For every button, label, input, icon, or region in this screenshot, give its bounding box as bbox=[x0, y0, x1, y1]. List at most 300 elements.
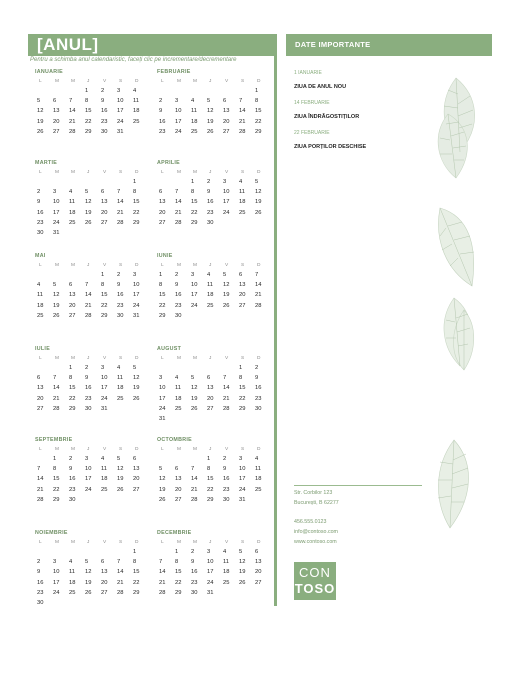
day-cell: 14 bbox=[37, 476, 44, 483]
weekday-label: S bbox=[241, 447, 245, 452]
day-cell: 9 bbox=[37, 569, 41, 576]
day-cell: 31 bbox=[207, 589, 214, 596]
event-item bbox=[294, 70, 346, 90]
week-row bbox=[157, 218, 269, 228]
day-cell: 30 bbox=[175, 312, 182, 319]
day-cell: 3 bbox=[133, 272, 137, 278]
day-cell: 23 bbox=[207, 209, 214, 216]
day-cell: 6 bbox=[207, 375, 211, 382]
day-cell: 9 bbox=[175, 282, 179, 289]
weekday-header bbox=[35, 445, 147, 454]
weekday-label: M bbox=[71, 540, 75, 545]
day-cell: 19 bbox=[239, 569, 246, 576]
weekday-label: M bbox=[177, 356, 181, 361]
day-cell: 8 bbox=[53, 466, 57, 473]
weekday-label: J bbox=[87, 263, 90, 268]
month-block bbox=[157, 436, 269, 505]
day-cell: 7 bbox=[223, 375, 227, 382]
day-cell bbox=[35, 454, 51, 464]
month-name: MARTIE bbox=[35, 160, 58, 166]
day-cell: 1 bbox=[101, 272, 105, 278]
day-cell: 12 bbox=[133, 375, 140, 382]
day-cell: 30 bbox=[37, 599, 44, 606]
day-cell: 13 bbox=[255, 559, 262, 566]
day-cell: 28 bbox=[191, 496, 198, 503]
day-cell: 9 bbox=[85, 375, 89, 382]
day-cell: 7 bbox=[53, 375, 57, 382]
weekday-label: V bbox=[225, 356, 229, 361]
day-cell: 18 bbox=[255, 476, 262, 483]
weekday-label: D bbox=[135, 79, 139, 84]
day-cell: 12 bbox=[223, 282, 230, 289]
weekday-label: S bbox=[241, 79, 245, 84]
day-cell: 31 bbox=[53, 229, 60, 236]
weekday-label: J bbox=[87, 447, 90, 452]
weekday-label: S bbox=[241, 170, 245, 175]
logo-line-1: CON bbox=[299, 565, 331, 580]
day-cell: 27 bbox=[207, 405, 214, 412]
week-row bbox=[35, 373, 147, 383]
weekday-label: M bbox=[177, 170, 181, 175]
day-cell: 15 bbox=[53, 476, 60, 483]
day-cell: 23 bbox=[191, 579, 198, 586]
week-row bbox=[157, 495, 269, 505]
day-cell bbox=[51, 547, 67, 557]
day-cell: 17 bbox=[239, 476, 246, 483]
day-cell: 17 bbox=[133, 292, 140, 299]
weekday-label: M bbox=[193, 356, 197, 361]
day-cell: 29 bbox=[159, 312, 166, 319]
day-cell: 16 bbox=[117, 292, 124, 299]
weekday-header bbox=[157, 445, 269, 454]
day-cell: 24 bbox=[191, 302, 198, 309]
day-cell bbox=[67, 86, 83, 96]
day-cell: 19 bbox=[117, 476, 124, 483]
weekday-label: J bbox=[87, 170, 90, 175]
week-row bbox=[35, 578, 147, 588]
day-cell: 6 bbox=[101, 559, 105, 566]
contact-phone: 456.555.0123 bbox=[294, 519, 327, 525]
year-title-bar bbox=[28, 34, 276, 56]
day-cell: 26 bbox=[207, 128, 214, 135]
week-row bbox=[35, 404, 147, 414]
weekday-label: S bbox=[119, 356, 123, 361]
day-cell: 15 bbox=[255, 108, 262, 115]
leaf-decoration-icon bbox=[426, 74, 486, 184]
day-cell: 12 bbox=[37, 108, 44, 115]
day-cell: 23 bbox=[159, 128, 166, 135]
day-cell: 5 bbox=[207, 98, 211, 105]
day-cell bbox=[115, 228, 131, 238]
day-cell: 4 bbox=[191, 98, 195, 105]
day-cell bbox=[237, 414, 253, 424]
week-row bbox=[157, 414, 269, 424]
weekday-label: L bbox=[161, 540, 164, 545]
week-row bbox=[35, 363, 147, 373]
day-cell: 29 bbox=[101, 312, 108, 319]
day-cell: 26 bbox=[117, 486, 124, 493]
logo-line-2: TOSO bbox=[294, 581, 336, 596]
weekday-label: M bbox=[193, 263, 197, 268]
day-cell: 24 bbox=[159, 405, 166, 412]
month-name: AUGUST bbox=[157, 346, 182, 352]
week-row bbox=[157, 106, 269, 116]
day-cell: 16 bbox=[191, 569, 198, 576]
day-cell bbox=[205, 86, 221, 96]
day-cell: 29 bbox=[191, 219, 198, 226]
day-cell: 18 bbox=[175, 395, 182, 402]
day-cell bbox=[35, 547, 51, 557]
day-cell: 4 bbox=[117, 365, 121, 371]
day-cell bbox=[35, 177, 51, 187]
day-cell: 10 bbox=[117, 98, 124, 105]
day-cell: 16 bbox=[69, 476, 76, 483]
day-cell: 6 bbox=[175, 466, 179, 473]
day-cell: 13 bbox=[101, 199, 108, 206]
week-row bbox=[157, 127, 269, 137]
day-cell: 25 bbox=[69, 589, 76, 596]
day-cell: 18 bbox=[101, 476, 108, 483]
day-cell: 14 bbox=[69, 108, 76, 115]
weekday-label: M bbox=[177, 263, 181, 268]
week-row bbox=[35, 208, 147, 218]
day-cell: 3 bbox=[117, 88, 121, 94]
day-cell: 4 bbox=[223, 549, 227, 555]
weekday-label: S bbox=[119, 263, 123, 268]
day-cell: 21 bbox=[175, 209, 182, 216]
day-cell: 27 bbox=[53, 128, 60, 135]
day-cell: 25 bbox=[101, 486, 108, 493]
day-cell: 29 bbox=[85, 128, 92, 135]
day-cell: 23 bbox=[37, 589, 44, 596]
week-row bbox=[35, 270, 147, 280]
day-cell: 19 bbox=[37, 118, 44, 125]
day-cell: 9 bbox=[101, 98, 105, 105]
day-cell: 29 bbox=[53, 496, 60, 503]
month-block bbox=[35, 436, 147, 505]
day-cell bbox=[221, 414, 237, 424]
week-row bbox=[35, 127, 147, 137]
day-cell: 16 bbox=[37, 579, 44, 586]
day-cell: 22 bbox=[85, 118, 92, 125]
day-cell: 19 bbox=[53, 302, 60, 309]
week-row bbox=[157, 404, 269, 414]
day-cell bbox=[253, 414, 269, 424]
weekday-label: L bbox=[39, 447, 42, 452]
important-dates-title: DATE IMPORTANTE bbox=[295, 40, 371, 49]
day-cell: 6 bbox=[37, 375, 41, 382]
day-cell: 10 bbox=[207, 559, 214, 566]
day-cell: 14 bbox=[117, 199, 124, 206]
leaf-decoration-icon bbox=[434, 296, 480, 374]
day-cell: 22 bbox=[53, 486, 60, 493]
day-cell: 11 bbox=[207, 282, 214, 289]
day-cell: 1 bbox=[175, 549, 179, 555]
day-cell: 3 bbox=[159, 375, 163, 382]
weekday-label: L bbox=[39, 356, 42, 361]
weekday-header bbox=[35, 77, 147, 86]
day-cell: 16 bbox=[37, 209, 44, 216]
day-cell: 22 bbox=[101, 302, 108, 309]
day-cell: 16 bbox=[175, 292, 182, 299]
day-cell bbox=[205, 311, 221, 321]
day-cell: 29 bbox=[239, 405, 246, 412]
day-cell: 7 bbox=[255, 272, 259, 278]
day-cell bbox=[67, 228, 83, 238]
day-cell: 27 bbox=[101, 589, 108, 596]
day-cell: 28 bbox=[159, 589, 166, 596]
day-cell: 10 bbox=[53, 569, 60, 576]
year-title[interactable]: [ANUL] bbox=[37, 35, 99, 54]
month-block bbox=[35, 529, 147, 608]
day-cell: 31 bbox=[239, 496, 246, 503]
day-cell: 11 bbox=[117, 375, 124, 382]
day-cell: 30 bbox=[223, 496, 230, 503]
weekday-label: M bbox=[193, 170, 197, 175]
day-cell: 11 bbox=[239, 189, 246, 196]
day-cell: 20 bbox=[53, 118, 60, 125]
day-cell: 12 bbox=[85, 199, 92, 206]
week-row bbox=[157, 177, 269, 187]
day-cell: 30 bbox=[37, 229, 44, 236]
day-cell: 4 bbox=[255, 456, 259, 462]
weekday-label: M bbox=[177, 540, 181, 545]
day-cell bbox=[205, 363, 221, 373]
day-cell: 20 bbox=[101, 579, 108, 586]
weekday-label: V bbox=[103, 540, 107, 545]
day-cell bbox=[67, 177, 83, 187]
day-cell: 22 bbox=[133, 209, 140, 216]
day-cell: 28 bbox=[117, 589, 124, 596]
day-cell: 28 bbox=[37, 496, 44, 503]
weekday-label: V bbox=[225, 447, 229, 452]
day-cell: 16 bbox=[255, 385, 262, 392]
week-row bbox=[35, 187, 147, 197]
day-cell: 30 bbox=[255, 405, 262, 412]
day-cell: 17 bbox=[101, 385, 108, 392]
weekday-label: S bbox=[119, 447, 123, 452]
day-cell: 14 bbox=[85, 292, 92, 299]
day-cell: 11 bbox=[223, 559, 230, 566]
day-cell bbox=[237, 86, 253, 96]
month-name: OCTOMBRIE bbox=[157, 437, 192, 443]
day-cell: 4 bbox=[239, 179, 243, 185]
week-row bbox=[35, 567, 147, 577]
day-cell: 11 bbox=[69, 199, 76, 206]
day-cell: 27 bbox=[133, 486, 140, 493]
day-cell bbox=[221, 86, 237, 96]
weekday-label: D bbox=[257, 540, 261, 545]
day-cell: 11 bbox=[255, 466, 262, 473]
day-cell: 22 bbox=[175, 579, 182, 586]
weekday-header bbox=[157, 354, 269, 363]
day-cell: 13 bbox=[207, 385, 214, 392]
weekday-label: S bbox=[119, 540, 123, 545]
day-cell: 2 bbox=[117, 272, 121, 278]
day-cell: 7 bbox=[117, 559, 121, 566]
day-cell bbox=[83, 228, 99, 238]
day-cell: 17 bbox=[117, 108, 124, 115]
weekday-label: M bbox=[55, 263, 59, 268]
day-cell: 23 bbox=[37, 219, 44, 226]
day-cell: 9 bbox=[69, 466, 73, 473]
day-cell: 21 bbox=[159, 579, 166, 586]
week-row bbox=[157, 117, 269, 127]
day-cell: 22 bbox=[133, 579, 140, 586]
day-cell: 2 bbox=[69, 456, 73, 462]
day-cell: 6 bbox=[133, 456, 137, 462]
week-row bbox=[157, 454, 269, 464]
day-cell: 20 bbox=[159, 209, 166, 216]
day-cell: 21 bbox=[37, 486, 44, 493]
weekday-label: V bbox=[225, 263, 229, 268]
day-cell bbox=[189, 86, 205, 96]
day-cell: 28 bbox=[239, 128, 246, 135]
day-cell: 16 bbox=[207, 199, 214, 206]
day-cell: 28 bbox=[69, 128, 76, 135]
weekday-label: D bbox=[135, 356, 139, 361]
day-cell bbox=[173, 414, 189, 424]
day-cell: 26 bbox=[191, 405, 198, 412]
weekday-label: M bbox=[71, 79, 75, 84]
weekday-label: L bbox=[161, 263, 164, 268]
day-cell: 21 bbox=[191, 486, 198, 493]
day-cell: 8 bbox=[159, 282, 163, 289]
weekday-label: V bbox=[103, 447, 107, 452]
day-cell: 17 bbox=[223, 199, 230, 206]
week-row bbox=[157, 557, 269, 567]
day-cell: 15 bbox=[85, 108, 92, 115]
month-block bbox=[157, 159, 269, 228]
weekday-label: S bbox=[241, 356, 245, 361]
day-cell: 25 bbox=[207, 302, 214, 309]
day-cell: 9 bbox=[255, 375, 259, 382]
day-cell: 24 bbox=[175, 128, 182, 135]
day-cell: 23 bbox=[69, 486, 76, 493]
event-item bbox=[294, 130, 366, 150]
day-cell: 14 bbox=[223, 385, 230, 392]
day-cell bbox=[221, 588, 237, 598]
week-row bbox=[157, 86, 269, 96]
event-date: 14 FEBRUARIE bbox=[294, 100, 330, 106]
day-cell: 26 bbox=[53, 312, 60, 319]
day-cell: 12 bbox=[53, 292, 60, 299]
day-cell: 28 bbox=[255, 302, 262, 309]
day-cell: 10 bbox=[133, 282, 140, 289]
day-cell: 15 bbox=[133, 199, 140, 206]
month-name: SEPTEMBRIE bbox=[35, 437, 73, 443]
contact-email[interactable]: info@contoso.com bbox=[294, 529, 338, 535]
week-row bbox=[157, 373, 269, 383]
day-cell: 8 bbox=[191, 189, 195, 196]
day-cell: 13 bbox=[133, 466, 140, 473]
day-cell bbox=[67, 270, 83, 280]
day-cell bbox=[83, 270, 99, 280]
day-cell: 9 bbox=[191, 559, 195, 566]
weekday-label: V bbox=[103, 263, 107, 268]
day-cell: 25 bbox=[191, 128, 198, 135]
day-cell bbox=[67, 547, 83, 557]
weekday-label: M bbox=[55, 79, 59, 84]
week-row bbox=[35, 86, 147, 96]
day-cell: 27 bbox=[175, 496, 182, 503]
weekday-label: M bbox=[177, 447, 181, 452]
weekday-label: S bbox=[119, 170, 123, 175]
day-cell: 10 bbox=[223, 189, 230, 196]
day-cell: 18 bbox=[133, 108, 140, 115]
day-cell: 2 bbox=[223, 456, 227, 462]
contact-website[interactable]: www.contoso.com bbox=[294, 539, 337, 545]
day-cell bbox=[83, 495, 99, 505]
day-cell: 2 bbox=[37, 559, 41, 566]
day-cell: 22 bbox=[239, 395, 246, 402]
weekday-label: D bbox=[135, 447, 139, 452]
day-cell: 9 bbox=[117, 282, 121, 289]
weekday-label: M bbox=[177, 79, 181, 84]
weekday-label: J bbox=[87, 79, 90, 84]
weekday-label: M bbox=[193, 79, 197, 84]
day-cell: 19 bbox=[223, 292, 230, 299]
day-cell bbox=[157, 547, 173, 557]
weekday-label: D bbox=[257, 170, 261, 175]
day-cell: 13 bbox=[101, 569, 108, 576]
event-name: ZIUA ÎNDRĂGOSTIȚILOR bbox=[294, 114, 360, 120]
day-cell: 2 bbox=[255, 365, 259, 371]
weekday-label: L bbox=[161, 356, 164, 361]
weekday-label: M bbox=[55, 540, 59, 545]
day-cell bbox=[157, 86, 173, 96]
day-cell: 6 bbox=[53, 98, 57, 105]
weekday-label: M bbox=[71, 170, 75, 175]
month-name: DECEMBRIE bbox=[157, 530, 192, 536]
day-cell: 29 bbox=[69, 405, 76, 412]
day-cell: 13 bbox=[159, 199, 166, 206]
weekday-label: V bbox=[225, 79, 229, 84]
day-cell: 15 bbox=[191, 199, 198, 206]
week-row bbox=[35, 117, 147, 127]
day-cell: 14 bbox=[191, 476, 198, 483]
day-cell: 3 bbox=[239, 456, 243, 462]
day-cell: 19 bbox=[159, 486, 166, 493]
week-row bbox=[35, 197, 147, 207]
day-cell: 20 bbox=[255, 569, 262, 576]
day-cell: 9 bbox=[37, 199, 41, 206]
week-row bbox=[157, 280, 269, 290]
day-cell bbox=[173, 363, 189, 373]
day-cell: 28 bbox=[53, 405, 60, 412]
weekday-label: S bbox=[119, 79, 123, 84]
day-cell: 14 bbox=[117, 569, 124, 576]
day-cell: 17 bbox=[191, 292, 198, 299]
weekday-label: D bbox=[257, 447, 261, 452]
day-cell bbox=[99, 547, 115, 557]
weekday-label: L bbox=[39, 263, 42, 268]
company-logo bbox=[294, 562, 336, 600]
day-cell: 21 bbox=[239, 118, 246, 125]
day-cell: 10 bbox=[175, 108, 182, 115]
day-cell: 23 bbox=[175, 302, 182, 309]
day-cell: 31 bbox=[101, 405, 108, 412]
day-cell: 6 bbox=[69, 282, 73, 289]
day-cell: 13 bbox=[69, 292, 76, 299]
day-cell: 15 bbox=[239, 385, 246, 392]
day-cell: 6 bbox=[159, 189, 163, 196]
event-name: ZIUA PORȚILOR DESCHISE bbox=[294, 144, 367, 150]
week-row bbox=[35, 394, 147, 404]
day-cell: 5 bbox=[53, 282, 57, 289]
day-cell: 7 bbox=[239, 98, 243, 105]
day-cell: 5 bbox=[255, 179, 259, 185]
